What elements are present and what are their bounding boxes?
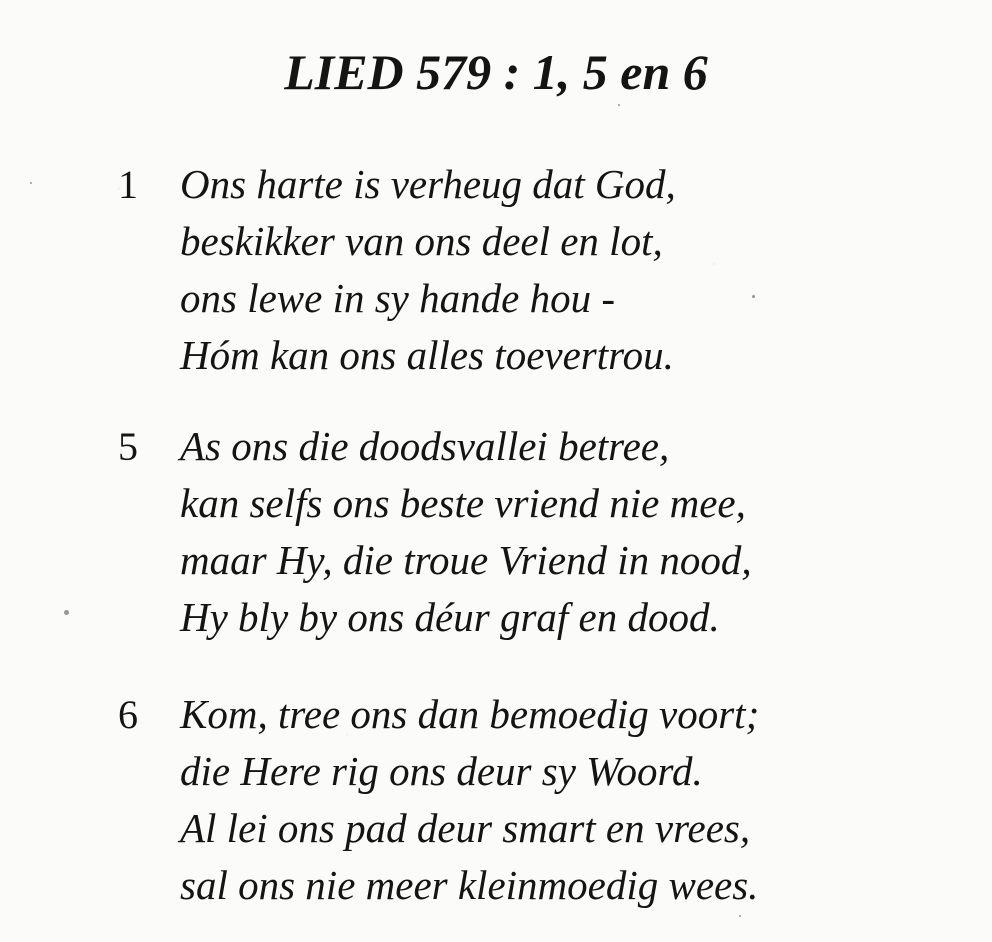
verse-lines (180, 418, 940, 646)
verse-number: 5 (118, 424, 138, 469)
verse-line: kan selfs ons beste vriend nie mee, (180, 480, 746, 526)
verse-line: As ons die doodsvallei betree, (180, 423, 670, 469)
verse-lines (180, 156, 940, 384)
scan-speck (30, 182, 32, 184)
scan-speck (739, 915, 741, 917)
verse-line: beskikker van ons deel en lot, (180, 218, 663, 264)
verse-number: 1 (118, 162, 138, 207)
scan-speck (752, 295, 755, 298)
verse-line: die Here rig ons deur sy Woord. (180, 748, 703, 794)
page-title: LIED 579 : 1, 5 en 6 (284, 44, 708, 100)
verse-line: Kom, tree ons dan bemoedig voort; (180, 691, 760, 737)
verse-line: Al lei ons pad deur smart en vrees, (180, 805, 751, 851)
verse-lines (180, 686, 940, 914)
verse-line: ons lewe in sy hande hou - (180, 275, 615, 321)
verse-line: Hóm kan ons alles toevertrou. (180, 332, 674, 378)
verse-line: Ons harte is verheug dat God, (180, 161, 676, 207)
verse-line: maar Hy, die troue Vriend in nood, (180, 537, 752, 583)
scan-speck (618, 104, 620, 106)
scan-speck (64, 610, 69, 615)
verse-line: sal ons nie meer kleinmoedig wees. (180, 862, 759, 908)
verse-number: 6 (118, 692, 138, 737)
verse-line: Hy bly by ons déur graf en dood. (180, 594, 720, 640)
